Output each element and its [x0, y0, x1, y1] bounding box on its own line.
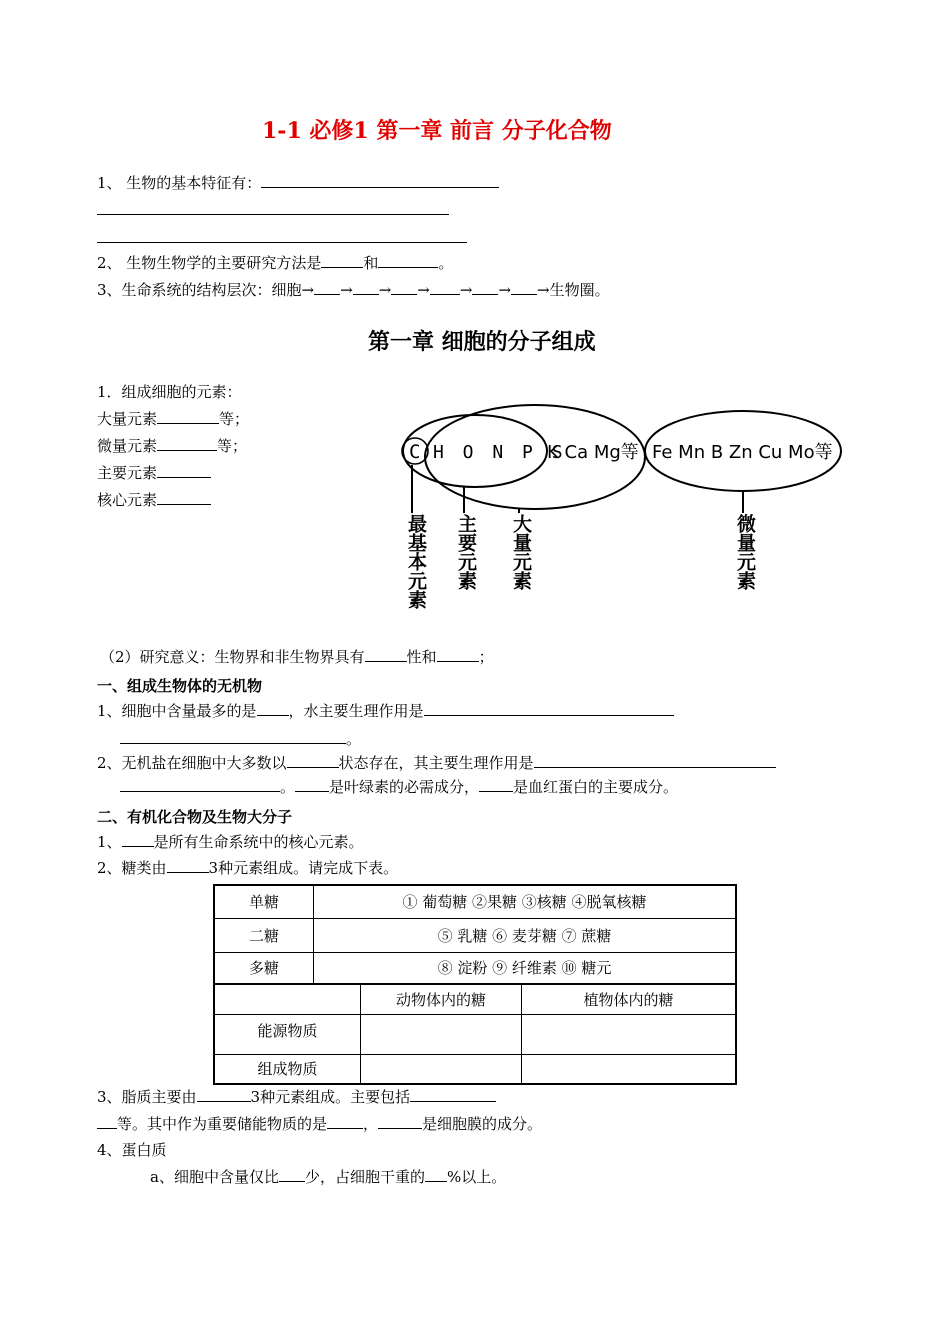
label-basic-element: 最基本元素 — [405, 514, 427, 609]
answer-blank[interactable] — [97, 1114, 117, 1129]
table-cell: 多糖 — [214, 952, 314, 984]
answer-blank[interactable] — [327, 1114, 363, 1129]
answer-blank[interactable] — [425, 1167, 447, 1182]
answer-blank[interactable] — [197, 1087, 251, 1102]
section-inorganic-heading: 一、组成生物体的无机物 — [97, 677, 263, 695]
table-cell: ① 葡萄糖 ②果糖 ③核糖 ④脱氧核糖 — [314, 885, 737, 918]
answer-cell[interactable] — [522, 1014, 737, 1054]
sec2-q1: 1、 是所有生命系统中的核心元素。 — [97, 833, 364, 851]
answer-blank[interactable] — [378, 1114, 422, 1129]
table-cell: 动物体内的糖 — [361, 984, 522, 1014]
sec1-q2: 2、无机盐在细胞中大多数以 状态存在，其主要生理作用是 — [97, 753, 776, 773]
answer-blank[interactable] — [424, 701, 674, 716]
answer-blank[interactable] — [472, 280, 498, 295]
table-cell: 植物体内的糖 — [522, 984, 737, 1014]
answer-blank[interactable] — [410, 1087, 496, 1102]
table-cell: ⑤ 乳糖 ⑥ 麦芽糖 ⑦ 蔗糖 — [314, 918, 737, 952]
answer-blank[interactable] — [157, 436, 217, 451]
answer-blank[interactable] — [378, 253, 438, 268]
answer-blank[interactable] — [353, 280, 379, 295]
sugar-function-table — [213, 983, 737, 1085]
protein-a: a、细胞中含量仅比 少，占细胞干重的 %以上。 — [150, 1168, 507, 1186]
kcamg-symbols: K Ca Mg等 — [547, 442, 639, 463]
answer-line[interactable] — [97, 214, 449, 215]
intro-q1 — [97, 173, 499, 193]
answer-blank[interactable] — [122, 832, 154, 847]
answer-blank[interactable] — [157, 409, 219, 424]
answer-blank[interactable] — [157, 463, 211, 478]
answer-blank[interactable] — [257, 701, 289, 716]
carbon-symbol: C — [409, 441, 421, 463]
arrow-icon: → — [417, 281, 430, 299]
elements-main: 主要元素 — [97, 463, 211, 483]
table-cell: 能源物质 — [214, 1014, 361, 1054]
answer-cell[interactable] — [522, 1054, 737, 1084]
answer-blank[interactable] — [430, 280, 460, 295]
lipid-q: 3、脂质主要由 3种元素组成。主要包括 — [97, 1087, 496, 1107]
answer-blank[interactable] — [321, 253, 363, 268]
answer-blank[interactable] — [437, 647, 479, 662]
elements-minor: 微量元素 等； — [97, 437, 248, 455]
table-cell — [214, 984, 361, 1014]
answer-blank[interactable] — [295, 777, 329, 792]
significance-line: （2）研究意义：生物界和非生物界具有 性和 ； — [100, 648, 494, 666]
protein-heading: 4、蛋白质 — [97, 1141, 167, 1159]
intro-q2: 2、 生物生物学的主要研究方法是 和 。 — [97, 254, 454, 272]
answer-line[interactable] — [97, 242, 467, 243]
answer-cell[interactable] — [361, 1054, 522, 1084]
table-cell: ⑧ 淀粉 ⑨ 纤维素 ⑩ 糖元 — [314, 952, 737, 984]
label-major-element: 大量元素 — [510, 514, 532, 590]
answer-blank[interactable] — [391, 280, 417, 295]
elements-core: 核心元素 — [97, 490, 211, 510]
arrow-icon: → — [459, 281, 473, 299]
sec2-q2: 2、糖类由 3种元素组成。请完成下表。 — [97, 859, 399, 877]
sec1-q1: 1、细胞中含量最多的是 ，水主要生理作用是 — [97, 701, 674, 721]
table-cell: 二糖 — [214, 918, 314, 952]
trace-symbols: Fe Mn B Zn Cu Mo等 — [652, 442, 833, 463]
table-cell: 组成物质 — [214, 1054, 361, 1084]
answer-blank[interactable] — [511, 280, 537, 295]
label-trace-element: 微量元素 — [734, 514, 756, 590]
arrow-icon: → — [537, 281, 550, 299]
section-organic-heading: 二、有机化合物及生物大分子 — [97, 808, 293, 826]
page-title: 1-1 必修1 第一章 前言 分子化合物 — [262, 118, 612, 144]
answer-blank[interactable] — [279, 1167, 305, 1182]
arrow-icon: → — [340, 281, 353, 299]
arrow-icon: → — [498, 281, 512, 299]
sec1-q1-cont: 。 — [120, 729, 361, 749]
arrow-icon: → — [301, 281, 315, 299]
answer-blank[interactable] — [287, 753, 339, 768]
answer-blank[interactable] — [365, 647, 407, 662]
answer-cell[interactable] — [361, 1014, 522, 1054]
sugar-types-table — [213, 884, 737, 985]
answer-blank[interactable] — [261, 173, 499, 188]
elements-major: 大量元素 等； — [97, 410, 250, 428]
chapter-title: 第一章 细胞的分子组成 — [368, 329, 596, 355]
intro-q1-text: 1、 生物的基本特征有： — [97, 174, 262, 192]
table-cell: 单糖 — [214, 885, 314, 918]
intro-q3: 3、生命系统的结构层次：细胞→ → → → → → →生物圈。 — [97, 281, 610, 299]
lipid-q-cont: 等。其中作为重要储能物质的是 ， 是细胞膜的成分。 — [97, 1114, 542, 1134]
answer-blank[interactable] — [167, 858, 209, 873]
hnops-symbols: H O N P S — [433, 442, 567, 463]
answer-blank[interactable] — [479, 777, 513, 792]
answer-blank[interactable] — [157, 490, 211, 505]
sec1-q2-cont: 。 是叶绿素的必需成分， 是血红蛋白的主要成分。 — [120, 777, 678, 797]
answer-blank[interactable] — [120, 729, 346, 744]
elements-heading: 1．组成细胞的元素： — [97, 383, 242, 401]
arrow-icon: → — [378, 281, 392, 299]
answer-blank[interactable] — [314, 280, 340, 295]
answer-blank[interactable] — [534, 753, 776, 768]
label-main-element: 主要元素 — [455, 514, 477, 590]
answer-blank[interactable] — [120, 777, 280, 792]
